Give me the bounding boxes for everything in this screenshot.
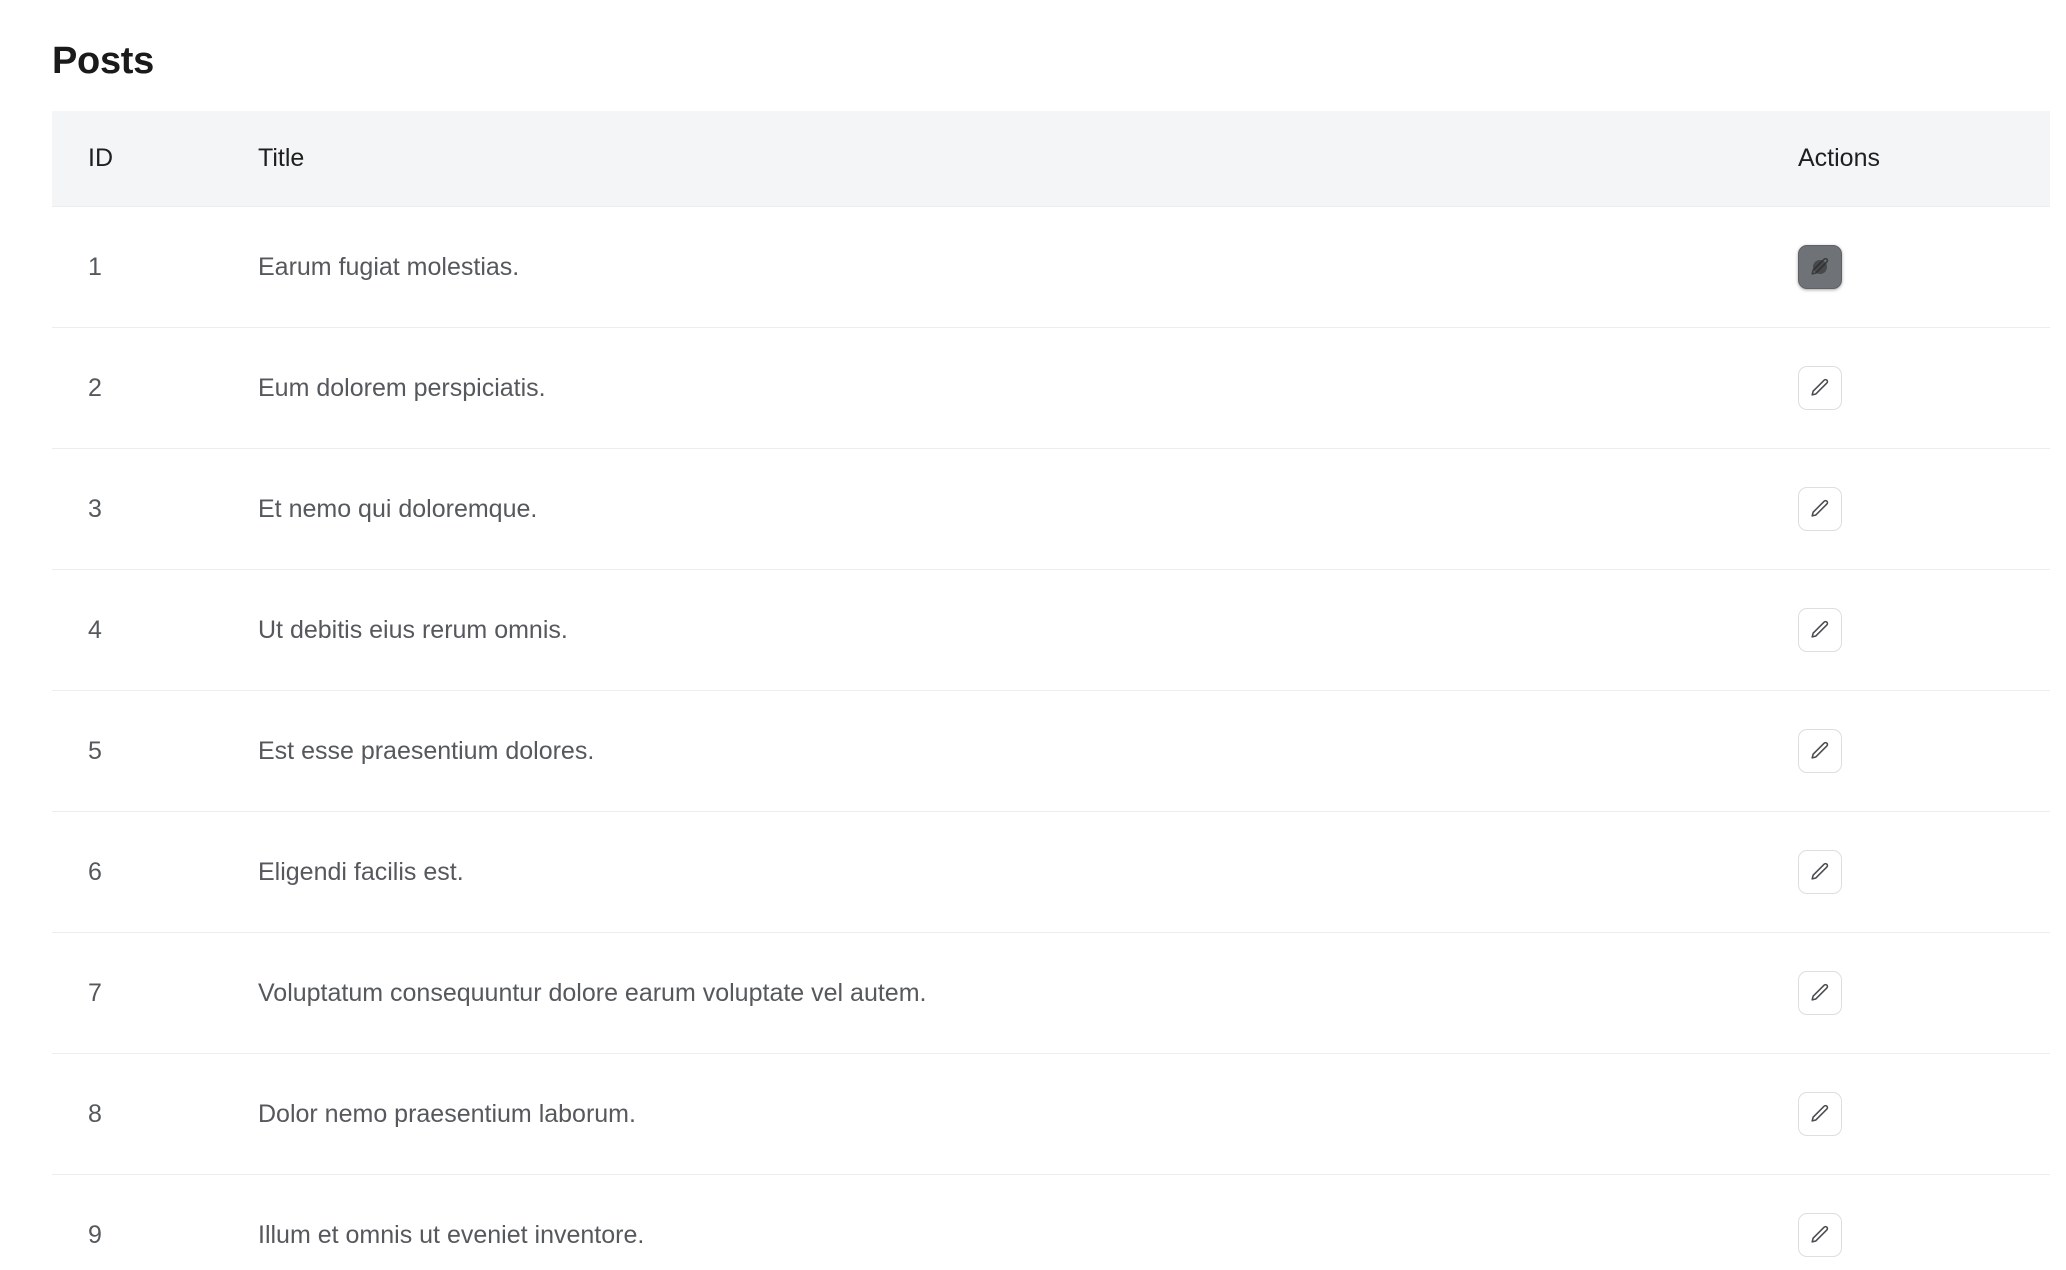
table-row: [52, 207, 2050, 328]
pencil-icon: [1809, 1103, 1831, 1125]
pencil-icon: [1809, 1224, 1831, 1246]
cell-title: Voluptatum consequuntur dolore earum voluptate vel autem.: [258, 933, 1798, 1054]
posts-table-container: [52, 111, 2014, 1270]
table-row: [52, 570, 2050, 691]
cell-id: 1: [52, 207, 258, 328]
edit-post-button[interactable]: [1798, 245, 1842, 289]
edit-post-button[interactable]: [1798, 608, 1842, 652]
posts-table: [52, 111, 2050, 1270]
table-header: [52, 111, 2050, 207]
edit-post-button[interactable]: [1798, 850, 1842, 894]
pencil-icon: [1809, 498, 1831, 520]
edit-post-button[interactable]: [1798, 366, 1842, 410]
table-row: [52, 933, 2050, 1054]
edit-post-button[interactable]: [1798, 1213, 1842, 1257]
cell-title: Eligendi facilis est.: [258, 812, 1798, 933]
mouse-cursor: [1813, 260, 1827, 274]
table-row: [52, 812, 2050, 933]
table-row: [52, 328, 2050, 449]
edit-post-button[interactable]: [1798, 971, 1842, 1015]
table-body: [52, 207, 2050, 1270]
table-row: [52, 691, 2050, 812]
pencil-icon: [1809, 740, 1831, 762]
cell-id: 4: [52, 570, 258, 691]
cell-title: Et nemo qui doloremque.: [258, 449, 1798, 570]
cell-id: 7: [52, 933, 258, 1054]
cell-actions: [1798, 570, 2050, 691]
cell-title: Earum fugiat molestias.: [258, 207, 1798, 328]
column-header-id: ID: [52, 111, 258, 207]
pencil-icon: [1809, 377, 1831, 399]
cell-id: 9: [52, 1175, 258, 1270]
column-header-actions: Actions: [1798, 111, 2050, 207]
cell-actions: [1798, 1175, 2050, 1270]
cell-title: Eum dolorem perspiciatis.: [258, 328, 1798, 449]
table-row: [52, 449, 2050, 570]
cell-actions: [1798, 933, 2050, 1054]
cell-actions: [1798, 691, 2050, 812]
cell-id: 2: [52, 328, 258, 449]
cell-title: Est esse praesentium dolores.: [258, 691, 1798, 812]
cell-id: 5: [52, 691, 258, 812]
cell-id: 8: [52, 1054, 258, 1175]
cell-actions: [1798, 207, 2050, 328]
cell-title: Ut debitis eius rerum omnis.: [258, 570, 1798, 691]
edit-post-button[interactable]: [1798, 487, 1842, 531]
cell-actions: [1798, 328, 2050, 449]
column-header-title: Title: [258, 111, 1798, 207]
cell-id: 6: [52, 812, 258, 933]
pencil-icon: [1809, 982, 1831, 1004]
pencil-icon: [1809, 619, 1831, 641]
edit-post-button[interactable]: [1798, 729, 1842, 773]
cell-title: Dolor nemo praesentium laborum.: [258, 1054, 1798, 1175]
pencil-icon: [1809, 861, 1831, 883]
table-header-row: [52, 111, 2050, 207]
cell-actions: [1798, 449, 2050, 570]
cell-title: Illum et omnis ut eveniet inventore.: [258, 1175, 1798, 1270]
edit-post-button[interactable]: [1798, 1092, 1842, 1136]
table-row: [52, 1175, 2050, 1270]
page-title: Posts: [52, 40, 154, 82]
cell-actions: [1798, 812, 2050, 933]
table-row: [52, 1054, 2050, 1175]
cell-id: 3: [52, 449, 258, 570]
cell-actions: [1798, 1054, 2050, 1175]
